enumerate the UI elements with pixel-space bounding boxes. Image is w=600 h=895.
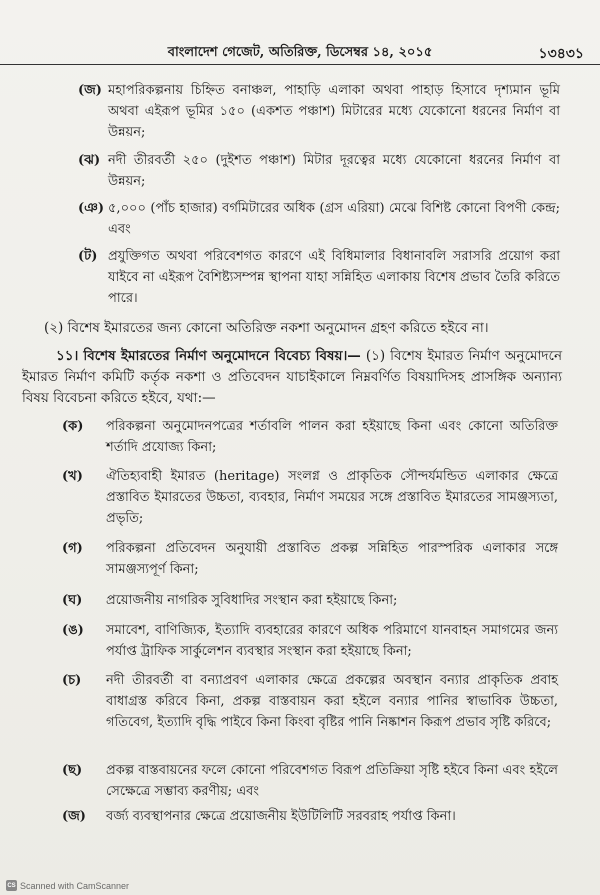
item-marker: (জ) — [78, 83, 102, 98]
list-item — [78, 198, 560, 240]
list-item — [62, 760, 558, 802]
item-marker: (ক) — [62, 419, 84, 434]
page-header — [0, 40, 600, 65]
item-marker: (ঞ) — [78, 201, 105, 216]
item-marker: (ছ) — [62, 763, 83, 778]
section-11 — [22, 346, 562, 409]
item-text: বর্জ্য ব্যবস্থাপনার ক্ষেত্রে প্রয়োজনীয় ইউটিলিটি সরবরাহ পর্যাপ্ত কিনা। — [106, 809, 456, 824]
item-marker: (গ) — [62, 541, 83, 556]
item-text: ঐতিহ্যবাহী ইমারত (heritage) সংলগ্ন ও প্রাকৃতিক সৌন্দর্যমন্ডিত এলাকার ক্ষেত্রে প্রস্তাবিত ইমারতের উচ্চতা, ব্যবহার, নির্মাণ সময়ের সঙ্গে প্রস্তাবিত ইমারতের সামঞ্জস্যতা, প্রভৃতি; — [106, 469, 558, 526]
item-marker: (জ) — [62, 809, 86, 824]
scanner-watermark — [6, 880, 129, 891]
section-body: (১) বিশেষ ইমারত নির্মাণ অনুমোদনে ইমারত নির্মাণ কমিটি কর্তৃক নকশা ও প্রতিবেদন যাচাইকালে নিম্নবর্ণিত বিষয়াদিসহ প্রাসঙ্গিক অন্যান্য বিষয় বিবেচনা করিতে হইবে, যথা:— — [22, 348, 563, 406]
watermark-text: Scanned with CamScanner — [20, 880, 130, 891]
item-text: প্রয়োজনীয় নাগরিক সুবিধাদির সংস্থান করা হইয়াছে কিনা; — [106, 593, 398, 608]
item-marker: (ঙ) — [62, 623, 84, 638]
list-item — [62, 590, 558, 611]
camscanner-logo-icon: CS — [6, 880, 17, 891]
list-item — [78, 150, 560, 192]
list-item — [62, 620, 558, 662]
item-text: নদী তীরবর্তী বা বন্যাপ্রবণ এলাকার ক্ষেত্রে প্রকল্পের অবস্থান বন্যার প্রাকৃতিক প্রবাহ বাধাগ্রস্ত করিবে কিনা, প্রকল্প বাস্তবায়ন করা হইলে বন্যার পানির স্বাভাবিক উচ্চতা, গতিবেগ, ইত্যাদি বৃদ্ধি পাইবে কিনা কিংবা বৃষ্টির পানি নিষ্কাশন কিরূপ প্রভাব সৃষ্টি করিবে; — [106, 673, 558, 730]
item-text: সমাবেশ, বাণিজ্যিক, ইত্যাদি ব্যবহারের কারণে অধিক পরিমাণে যানবাহন সমাগমের জন্য পর্যাপ্ত ট্রাফিক সার্কুলেশন ব্যবস্থার সংস্থান করা হইয়াছে কিনা; — [106, 623, 558, 659]
item-text: প্রকল্প বাস্তবায়নের ফলে কোনো পরিবেশগত বিরূপ প্রতিক্রিয়া সৃষ্টি হইবে কিনা এবং হইলে সেক্ষেত্রে সম্ভাব্য করণীয়; এবং — [106, 763, 558, 799]
item-text: ৫,০০০ (পাঁচ হাজার) বর্গমিটারের অধিক (গ্রস এরিয়া) মেঝে বিশিষ্ট কোনো বিপণী কেন্দ্র; এবং — [108, 201, 560, 237]
item-marker: (ঘ) — [62, 593, 83, 608]
list-item — [62, 416, 558, 458]
item-marker: (খ) — [62, 469, 83, 484]
gazette-title: বাংলাদেশ গেজেট, অতিরিক্ত, ডিসেম্বর ১৪, ২০১৫ — [167, 45, 433, 60]
section-number: ১১। — [56, 348, 79, 364]
list-item — [78, 80, 560, 143]
list-item — [62, 670, 558, 733]
list-item — [62, 806, 558, 827]
item-text: নদী তীরবর্তী ২৫০ (দুইশত পঞ্চাশ) মিটার দূরত্বের মধ্যে যেকোনো ধরনের নির্মাণ বা উন্নয়ন; — [108, 153, 560, 189]
list-item — [62, 538, 558, 580]
item-marker: (চ) — [62, 673, 82, 688]
item-marker: (ঝ) — [78, 153, 101, 168]
item-text: পরিকল্পনা অনুমোদনপত্রের শর্তাবলি পালন করা হইয়াছে কিনা এবং কোনো অতিরিক্ত শর্তাদি প্রযোজ্য কিনা; — [106, 419, 558, 455]
item-text: প্রযুক্তিগত অথবা পরিবেশগত কারণে এই বিধিমালার বিধানাবলি সরাসরি প্রয়োগ করা যাইবে না এইরূপ বৈশিষ্ট্যসম্পন্ন স্থাপনা যাহা সন্নিহিত এলাকায় বিশেষ প্রভাব তৈরি করিতে পারে। — [108, 249, 560, 306]
section-heading: বিশেষ ইমারতের নির্মাণ অনুমোদনে বিবেচ্য বিষয়।— — [83, 348, 361, 364]
page-number: ১৩৪৩১ — [538, 46, 584, 62]
list-item — [62, 466, 558, 529]
item-marker: (ট) — [78, 249, 98, 264]
item-text: মহাপরিকল্পনায় চিহ্নিত বনাঞ্চল, পাহাড়ি এলাকা অথবা পাহাড় হিসাবে দৃশ্যমান ভূমি অথবা এইরূপ ভূমির ১৫০ (একশত পঞ্চাশ) মিটারের মধ্যে যেকোনো ধরনের নির্মাণ বা উন্নয়ন; — [108, 83, 560, 140]
subrule-2: (২) বিশেষ ইমারতের জন্য কোনো অতিরিক্ত নকশা অনুমোদন গ্রহণ করিতে হইবে না। — [44, 320, 489, 336]
list-item — [78, 246, 560, 309]
item-text: পরিকল্পনা প্রতিবেদন অনুযায়ী প্রস্তাবিত প্রকল্প সন্নিহিত পারস্পরিক এলাকার সঙ্গে সামঞ্জস্যপূর্ণ কিনা; — [106, 541, 558, 577]
